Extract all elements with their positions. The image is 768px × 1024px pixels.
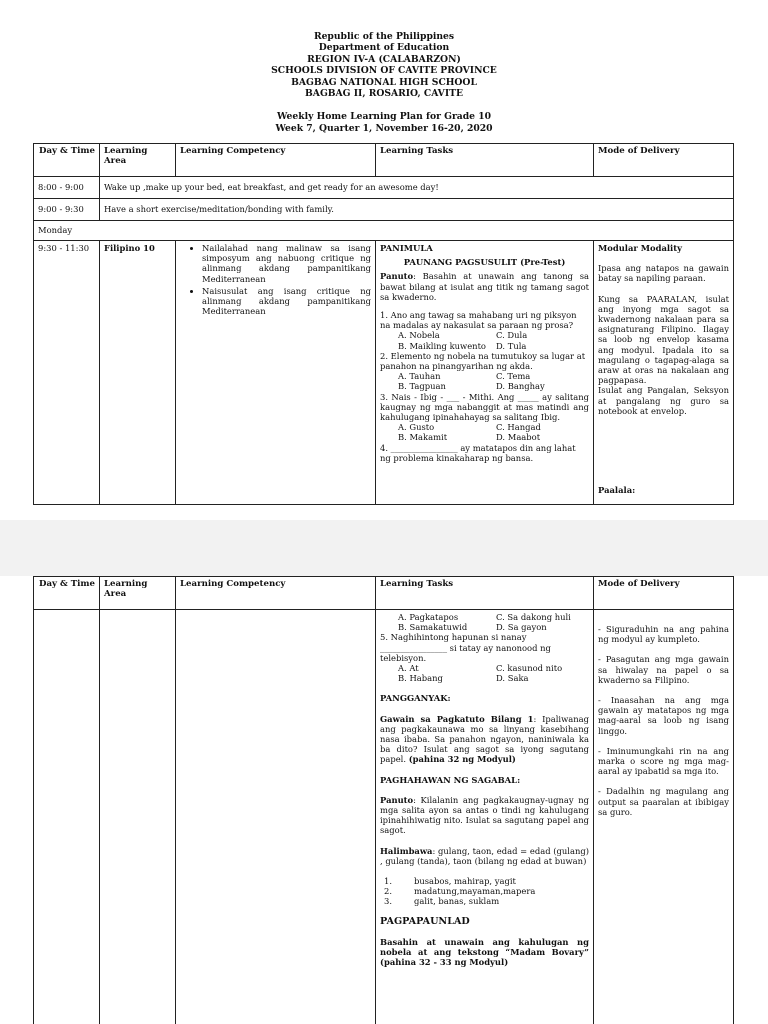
table-row [34, 177, 734, 199]
mode-paragraph: Isulat ang Pangalan, Seksyon at pangalang ng guro sa notebook at envelop. [598, 385, 729, 416]
answer-options [380, 330, 589, 350]
instruction [380, 271, 589, 302]
plan-week: Week 7, Quarter 1, November 16-20, 2020 [275, 122, 493, 134]
option: D. Saka [496, 673, 529, 684]
option: B. Habang [398, 673, 443, 684]
instruction-label: Panuto [380, 794, 414, 805]
section-heading-text: PAGHAHAWAN NG SAGABAL [380, 774, 518, 785]
section-heading: PANGGANYAK: [380, 693, 451, 704]
mode-cell [594, 610, 734, 1024]
table-header-row [34, 144, 734, 177]
option: D. Banghay [496, 381, 545, 392]
header-line: Department of Education [318, 42, 450, 54]
mode-note: - Inaasahan na ang mga gawain ay matatapos ng mga mag-aaral sa loob ng isang linggo. [598, 695, 729, 736]
table-row [34, 199, 734, 221]
mode-paragraph: Kung sa PAARALAN, isulat ang inyong mga sagot sa kwadernong nakalaan para sa asignaturang Filipino. Ilagay sa loob ng envelop kasama ang modyul. Ipadala ito sa magulang o tagapag-alaga sa araw at oras na nakalaan ang pagpapasa. [598, 293, 729, 386]
instruction-text: : Kilalanin ang pagkakaugnay-ugnay ng mga salita ayon sa antas o tindi ng kahulugang ipinahihiwatig nito. Isulat sa sagutang papel ang sagot. [380, 794, 589, 836]
option: A. Pagkatapos [398, 612, 459, 622]
item-text: galit, banas, suklam [414, 896, 500, 907]
reading-instruction: Basahin at unawain ang kahulugan ng nobela at ang tekstong “Madam Bovary” (pahina 32 - 33 ng Modyul) [380, 936, 589, 968]
option: D. Sa gayon [496, 622, 547, 633]
table-row [34, 610, 734, 1024]
option: A. At [398, 663, 419, 674]
option: C. Sa dakong huli [496, 612, 571, 622]
col-learning-area: Learning Area [100, 577, 176, 610]
col-mode-of-delivery: Mode of Delivery [594, 144, 734, 177]
table-header-row [34, 577, 734, 610]
learning-plan-table [33, 143, 734, 505]
option: D. Tula [496, 340, 527, 351]
header-line: SCHOOLS DIVISION OF CAVITE PROVINCE [271, 65, 497, 77]
mode-title: Modular Modality [598, 243, 682, 253]
table-row [34, 221, 734, 241]
option: A. Nobela [398, 330, 440, 341]
item-text: busabos, mahirap, yagit [414, 876, 516, 887]
answer-options [380, 663, 589, 683]
row-time [34, 610, 100, 1024]
instruction [380, 795, 589, 836]
option: B. Tagpuan [398, 381, 446, 392]
item-number: 2. [384, 886, 392, 897]
col-day-time: Day & Time [34, 577, 100, 610]
row-activity: Have a short exercise/meditation/bonding with family. [100, 199, 734, 221]
answer-options [380, 422, 589, 442]
mode-note: - Dadalhin ng magulang ang output sa paaralan at ibibigay sa guro. [598, 786, 729, 817]
row-learning-area: Filipino 10 [100, 241, 176, 505]
competency-cell [176, 241, 376, 505]
question: 4. ________________ ay matatapos din ang lahat ng problema kinakaharap ng bansa. [380, 442, 576, 463]
list-item [384, 876, 589, 886]
tasks-cell [376, 610, 594, 1024]
col-learning-tasks: Learning Tasks [376, 144, 594, 177]
activity-instruction [380, 714, 589, 765]
row-day: Monday [34, 221, 734, 241]
question: 5. Naghihintong hapunan si nanay ________________ si tatay ay nanonood ng telebisyon. [380, 632, 551, 663]
col-day-time: Day & Time [34, 144, 100, 177]
col-learning-area: Learning Area [100, 144, 176, 177]
activity-label: Gawain sa Pagkatuto Bilang 1 [380, 713, 534, 724]
header-line: BAGBAG NATIONAL HIGH SCHOOL [291, 76, 477, 88]
col-learning-competency: Learning Competency [176, 577, 376, 610]
instruction-text: : Basahin at unawain ang tanong sa bawat bilang at isulat ang titik ng tamang sagot sa kwaderno. [380, 271, 589, 302]
row-time: 8:00 - 9:00 [34, 177, 100, 199]
option: A. Gusto [398, 422, 435, 433]
competency-item: • Naisusulat ang isang critique ng alinmang akdang pampanitikang Mediterranean [202, 286, 371, 317]
table-row [34, 241, 734, 505]
document-page-2 [0, 576, 768, 1024]
mode-note: - Iminumungkahi rin na ang marka o score ng mga mag-aaral ay ipabatid sa mga ito. [598, 745, 729, 777]
example [380, 846, 589, 866]
col-learning-tasks: Learning Tasks [376, 577, 594, 610]
option: C. Dula [496, 330, 528, 341]
competency-item: • Nailalahad nang malinaw sa isang simposyum ang nabuong critique ng alinmang akdang pampanitikang Mediterranean [202, 243, 371, 284]
mode-cell [594, 241, 734, 505]
option: A. Tauhan [398, 371, 441, 382]
section-heading: PAGHAHAWAN NG SAGABAL: [380, 774, 521, 785]
option: B. Samakatuwid [398, 622, 468, 633]
header-line: BAGBAG II, ROSARIO, CAVITE [305, 88, 463, 100]
answer-options [380, 612, 589, 632]
item-number: 1. [384, 876, 392, 887]
mode-note: - Pasagutan ang mga gawain sa hiwalay na papel o sa kwaderno sa Filipino. [598, 654, 729, 685]
item-text: madatung,mayaman,mapera [414, 886, 536, 897]
row-time: 9:30 - 11:30 [34, 241, 100, 505]
header-line: REGION IV-A (CALABARZON) [307, 53, 461, 65]
section-heading: PANIMULA [380, 243, 433, 253]
competency-cell [176, 610, 376, 1024]
mode-note: - Siguraduhin na ang pahina ng modyul ay kumpleto. [598, 624, 729, 645]
word-group-list [380, 876, 589, 907]
option: C. Hangad [496, 422, 541, 433]
activity-page-ref: (pahina 32 ng Modyul) [408, 754, 516, 765]
option: C. kasunod nito [496, 663, 563, 674]
answer-options [380, 371, 589, 391]
option: D. Maabot [496, 432, 541, 443]
example-label: Halimbawa [380, 845, 433, 856]
option: C. Tema [496, 371, 531, 382]
document-header [0, 0, 768, 134]
section-subheading: PAUNANG PAGSUSULIT (Pre-Test) [403, 257, 566, 268]
learning-plan-table-continued [33, 576, 734, 1024]
mode-paragraph: Ipasa ang natapos na gawain batay sa napiling paraan. [598, 263, 729, 284]
section-heading-text: PANGGANYAK [380, 693, 448, 704]
page-gap [0, 520, 768, 576]
list-item [384, 896, 589, 906]
example-text: : gulang, taon, edad = edad (gulang) , gulang (tanda), taon (bilang ng edad at buwan) [380, 845, 589, 866]
section-heading: PAGPAPAUNLAD [380, 915, 470, 927]
row-activity: Wake up ,make up your bed, eat breakfast, and get ready for an awesome day! [100, 177, 734, 199]
question: 2. Elemento ng nobela na tumutukoy sa lugar at panahon na pinangyarihan ng akda. [380, 350, 586, 372]
row-learning-area [100, 610, 176, 1024]
col-mode-of-delivery: Mode of Delivery [594, 577, 734, 610]
col-learning-competency: Learning Competency [176, 144, 376, 177]
option: B. Maikling kuwento [398, 340, 486, 351]
plan-title: Weekly Home Learning Plan for Grade 10 [276, 111, 492, 123]
activity-text: : Ipaliwanag ang pagkakaunawa mo sa linyang kasebihang nasa ibaba. Sa panahon ngayon, naniniwala ka ba dito? Isulat ang sagot sa iyong sagutang papel. [380, 713, 589, 765]
question: 1. Ano ang tawag sa mahabang uri ng piksyon na madalas ay nakasulat sa paraan ng prosa? [380, 310, 577, 331]
item-number: 3. [384, 896, 392, 907]
instruction-label: Panuto [380, 271, 414, 282]
tasks-cell [376, 241, 594, 505]
list-item [384, 886, 589, 896]
row-time: 9:00 - 9:30 [34, 199, 100, 221]
option: B. Makamit [398, 432, 448, 443]
header-line: Republic of the Philippines [313, 31, 455, 42]
question: 3. Nais - Ibig - ___ - Mithi. Ang _____ ay salitang kaugnay ng mga nabanggit at mas matindi ang kahulugang ipinahahayag sa salitang Ibig. [380, 391, 589, 423]
mode-reminder-label: Paalala: [598, 485, 636, 495]
